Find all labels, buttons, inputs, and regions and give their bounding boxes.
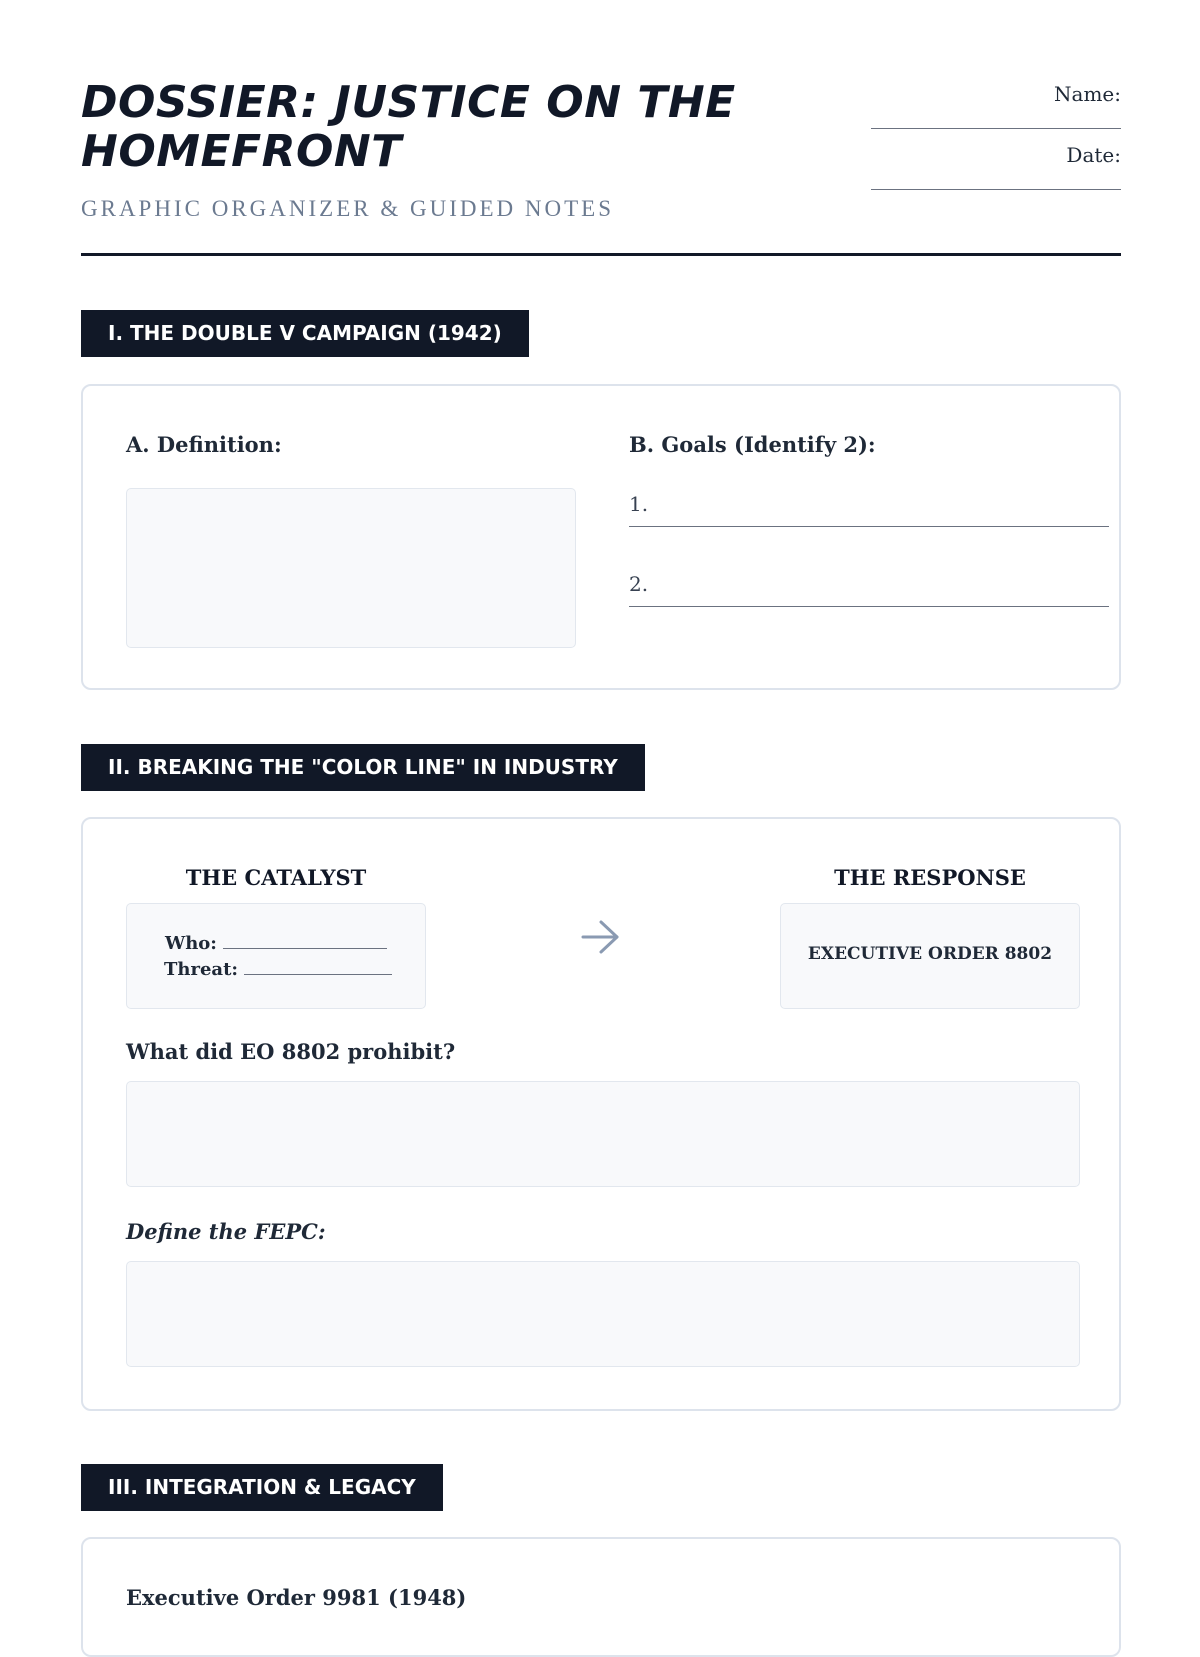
section-2-heading: II. BREAKING THE "COLOR LINE" IN INDUSTRY bbox=[81, 744, 645, 791]
catalyst-heading: THE CATALYST bbox=[185, 865, 367, 890]
who-label: Who: bbox=[165, 933, 217, 954]
catalyst-who-row bbox=[165, 932, 387, 954]
fepc-answer-box[interactable] bbox=[126, 1261, 1080, 1367]
response-text: EXECUTIVE ORDER 8802 bbox=[807, 944, 1053, 964]
name-field[interactable] bbox=[871, 106, 1121, 129]
date-label: Date: bbox=[1066, 143, 1121, 167]
section-1-card bbox=[81, 384, 1121, 690]
response-heading: THE RESPONSE bbox=[834, 865, 1026, 890]
goal-1-number: 1. bbox=[629, 492, 649, 516]
eo9981-label: Executive Order 9981 (1948) bbox=[126, 1585, 467, 1610]
response-box bbox=[780, 903, 1080, 1009]
header-divider bbox=[81, 253, 1121, 256]
section-3-card bbox=[81, 1537, 1121, 1657]
name-label: Name: bbox=[1054, 82, 1121, 106]
goals-label: B. Goals (Identify 2): bbox=[629, 432, 876, 457]
date-field[interactable] bbox=[871, 167, 1121, 190]
arrow-right-icon bbox=[579, 917, 623, 957]
threat-label: Threat: bbox=[164, 959, 239, 980]
section-1-heading: I. THE DOUBLE V CAMPAIGN (1942) bbox=[81, 310, 529, 357]
fepc-question-label: Define the FEPC: bbox=[126, 1219, 326, 1244]
section-3-heading: III. INTEGRATION & LEGACY bbox=[81, 1464, 443, 1511]
threat-blank[interactable] bbox=[244, 958, 392, 975]
catalyst-threat-row bbox=[164, 958, 392, 980]
eo8802-question-label: What did EO 8802 prohibit? bbox=[126, 1039, 456, 1064]
eo8802-answer-box[interactable] bbox=[126, 1081, 1080, 1187]
page-subtitle: GRAPHIC ORGANIZER & GUIDED NOTES bbox=[81, 196, 614, 221]
goal-2-number: 2. bbox=[629, 572, 649, 596]
student-info bbox=[871, 82, 1121, 204]
page-title: DOSSIER: JUSTICE ON THE HOMEFRONT bbox=[81, 77, 736, 177]
catalyst-box bbox=[126, 903, 426, 1009]
definition-label: A. Definition: bbox=[126, 432, 282, 457]
goal-1-line[interactable] bbox=[629, 526, 1109, 527]
section-2-card bbox=[81, 817, 1121, 1411]
definition-answer-box[interactable] bbox=[126, 488, 576, 648]
who-blank[interactable] bbox=[223, 932, 387, 949]
goal-2-line[interactable] bbox=[629, 606, 1109, 607]
